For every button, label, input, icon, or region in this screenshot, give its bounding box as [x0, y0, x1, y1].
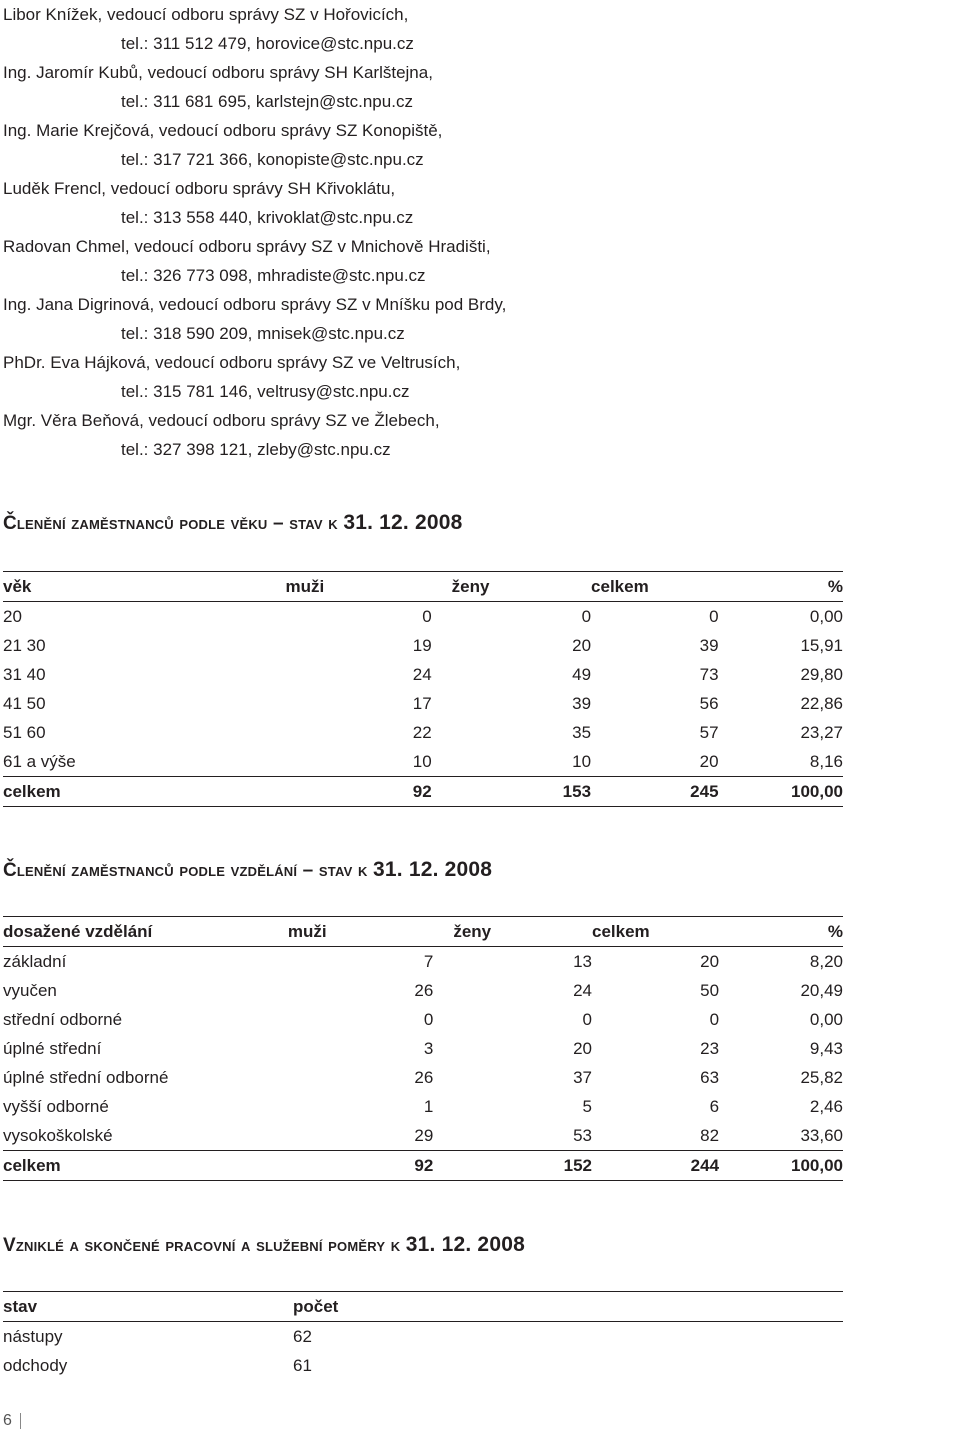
table-cell: nástupy	[3, 1327, 63, 1346]
table-cell: 63	[700, 1068, 720, 1087]
table-row	[3, 718, 843, 747]
table-cell: 23,27	[800, 723, 843, 742]
table-cell: úplné střední	[3, 1039, 102, 1058]
table-cell: 23	[700, 1039, 720, 1058]
table-cell: 17	[412, 694, 432, 713]
table-row	[3, 1005, 843, 1034]
contact-phone-email: tel.: 311 512 479, horovice@stc.npu.cz	[121, 34, 414, 53]
table-cell: 51 60	[3, 723, 46, 742]
table-cell: 9,43	[809, 1039, 843, 1058]
table-cell: 8,20	[809, 952, 843, 971]
page-footer	[3, 1412, 21, 1430]
table-cell: 3	[423, 1039, 434, 1058]
total-cell: celkem	[3, 777, 286, 807]
table-cell: 20	[572, 636, 592, 655]
table-cell: 31 40	[3, 665, 46, 684]
table-cell: 2,46	[809, 1097, 843, 1116]
contact-name: Ing. Jana Digrinová, vedoucí odboru správy SZ v Mníšku pod Brdy,	[3, 295, 507, 314]
table-cell: odchody	[3, 1356, 68, 1375]
table-row	[3, 747, 843, 777]
table-cell: 49	[572, 665, 592, 684]
table-cell: 7	[423, 952, 434, 971]
contacts-list	[3, 0, 943, 464]
table-cell: 82	[700, 1126, 720, 1145]
table-cell: 35	[572, 723, 592, 742]
age-table-title-text: Členění zaměstnanců podle věku – stav k	[3, 513, 338, 534]
education-table-title	[3, 858, 492, 882]
table-row	[3, 602, 843, 632]
contact-name: Mgr. Věra Beňová, vedoucí odboru správy SZ ve Žlebech,	[3, 411, 440, 430]
table-cell: 0	[423, 1010, 434, 1029]
table-cell: 41 50	[3, 694, 46, 713]
table-cell: 20	[699, 752, 719, 771]
column-header: celkem	[592, 917, 719, 947]
table-row	[3, 1063, 843, 1092]
table-row	[3, 1092, 843, 1121]
table-cell: 22,86	[800, 694, 843, 713]
contact-phone-email: tel.: 311 681 695, karlstejn@stc.npu.cz	[121, 92, 413, 111]
column-header: ženy	[433, 917, 592, 947]
table-cell: 56	[699, 694, 719, 713]
table-cell: 26	[414, 1068, 434, 1087]
column-header: muži	[286, 572, 432, 602]
table-cell: vyučen	[3, 981, 57, 1000]
table-cell: 26	[414, 981, 434, 1000]
table-cell: 20	[700, 952, 720, 971]
table-cell: 10	[412, 752, 432, 771]
table-cell: vysokoškolské	[3, 1126, 113, 1145]
table-cell: 39	[699, 636, 719, 655]
table-cell: 8,16	[809, 752, 843, 771]
column-header: věk	[3, 572, 286, 602]
table-row	[3, 947, 843, 977]
employment-table-title-date: 31. 12. 2008	[405, 1233, 525, 1256]
table-cell: 39	[572, 694, 592, 713]
table-cell: 0	[422, 607, 432, 626]
table-cell: 73	[699, 665, 719, 684]
contact-name: Luděk Frencl, vedoucí odboru správy SH Křivoklátu,	[3, 179, 396, 198]
contact-phone-email: tel.: 317 721 366, konopiste@stc.npu.cz	[121, 150, 424, 169]
education-table-title-text: Členění zaměstnanců podle vzdělání – stav k	[3, 860, 368, 881]
table-row	[3, 689, 843, 718]
table-cell: 13	[573, 952, 593, 971]
employment-table	[3, 1291, 843, 1380]
contact-name: Libor Knížek, vedoucí odboru správy SZ v Hořovicích,	[3, 5, 409, 24]
age-table-title	[3, 511, 463, 535]
table-cell: 20,49	[800, 981, 843, 1000]
table-cell: 24	[412, 665, 432, 684]
total-row	[3, 1151, 843, 1181]
table-cell: 6	[709, 1097, 720, 1116]
contact-phone-email: tel.: 326 773 098, mhradiste@stc.npu.cz	[121, 266, 426, 285]
table-cell: 0	[581, 607, 592, 626]
table-cell: 57	[699, 723, 719, 742]
table-cell: 0	[709, 1010, 720, 1029]
table-cell: 5	[582, 1097, 593, 1116]
table-cell: 50	[700, 981, 720, 1000]
table-cell: úplné střední odborné	[3, 1068, 169, 1087]
table-cell: 25,82	[800, 1068, 843, 1087]
contact-name: PhDr. Eva Hájková, vedoucí odboru správy SZ ve Veltrusích,	[3, 353, 461, 372]
table-row	[3, 1034, 843, 1063]
footer-divider	[20, 1413, 21, 1429]
table-row	[3, 1121, 843, 1151]
table-cell: 0,00	[809, 607, 843, 626]
column-header: dosažené vzdělání	[3, 917, 288, 947]
table-row	[3, 1351, 843, 1380]
table-cell: 61	[293, 1356, 312, 1375]
table-cell: 37	[573, 1068, 593, 1087]
total-cell: celkem	[3, 1151, 288, 1181]
contact-name: Radovan Chmel, vedoucí odboru správy SZ v Mnichově Hradišti,	[3, 237, 491, 256]
column-header: počet	[293, 1292, 843, 1322]
contact-name: Ing. Jaromír Kubů, vedoucí odboru správy SH Karlštejna,	[3, 63, 433, 82]
column-header: ženy	[432, 572, 591, 602]
contact-phone-email: tel.: 315 781 146, veltrusy@stc.npu.cz	[121, 382, 410, 401]
table-cell: 24	[573, 981, 593, 1000]
total-cell: 92	[288, 1151, 433, 1181]
age-table-title-date: 31. 12. 2008	[343, 511, 463, 534]
table-cell: 0,00	[809, 1010, 843, 1029]
total-cell: 153	[432, 777, 591, 807]
column-header: celkem	[591, 572, 719, 602]
table-cell: 15,91	[800, 636, 843, 655]
total-cell: 245	[591, 777, 719, 807]
column-header: %	[719, 917, 843, 947]
contact-phone-email: tel.: 318 590 209, mnisek@stc.npu.cz	[121, 324, 405, 343]
page-number: 6	[3, 1412, 12, 1429]
column-header: %	[719, 572, 843, 602]
total-cell: 100,00	[719, 1151, 843, 1181]
column-header: stav	[3, 1292, 293, 1322]
education-table	[3, 916, 843, 1181]
table-cell: 53	[573, 1126, 593, 1145]
table-row	[3, 1322, 843, 1352]
age-table	[3, 571, 843, 807]
table-cell: 61 a výše	[3, 752, 76, 771]
table-cell: střední odborné	[3, 1010, 123, 1029]
column-header: muži	[288, 917, 433, 947]
total-cell: 244	[592, 1151, 719, 1181]
table-cell: 19	[412, 636, 432, 655]
education-table-title-date: 31. 12. 2008	[373, 858, 493, 881]
employment-table-title	[3, 1233, 525, 1257]
table-cell: 0	[709, 607, 719, 626]
total-cell: 92	[286, 777, 432, 807]
table-cell: 29	[414, 1126, 434, 1145]
table-row	[3, 976, 843, 1005]
table-cell: základní	[3, 952, 67, 971]
table-cell: vyšší odborné	[3, 1097, 109, 1116]
table-cell: 33,60	[800, 1126, 843, 1145]
total-row	[3, 777, 843, 807]
contact-phone-email: tel.: 313 558 440, krivoklat@stc.npu.cz	[121, 208, 414, 227]
table-cell: 22	[412, 723, 432, 742]
total-cell: 152	[433, 1151, 592, 1181]
table-cell: 29,80	[800, 665, 843, 684]
table-cell: 20	[3, 607, 22, 626]
table-cell: 62	[293, 1327, 312, 1346]
table-cell: 10	[572, 752, 592, 771]
table-row	[3, 660, 843, 689]
total-cell: 100,00	[719, 777, 843, 807]
employment-table-title-text: Vzniklé a skončené pracovní a služební poměry k	[3, 1235, 401, 1256]
table-cell: 20	[573, 1039, 593, 1058]
table-cell: 1	[423, 1097, 434, 1116]
contact-phone-email: tel.: 327 398 121, zleby@stc.npu.cz	[121, 440, 391, 459]
table-cell: 21 30	[3, 636, 46, 655]
table-row	[3, 631, 843, 660]
contact-name: Ing. Marie Krejčová, vedoucí odboru správy SZ Konopiště,	[3, 121, 443, 140]
table-cell: 0	[582, 1010, 593, 1029]
